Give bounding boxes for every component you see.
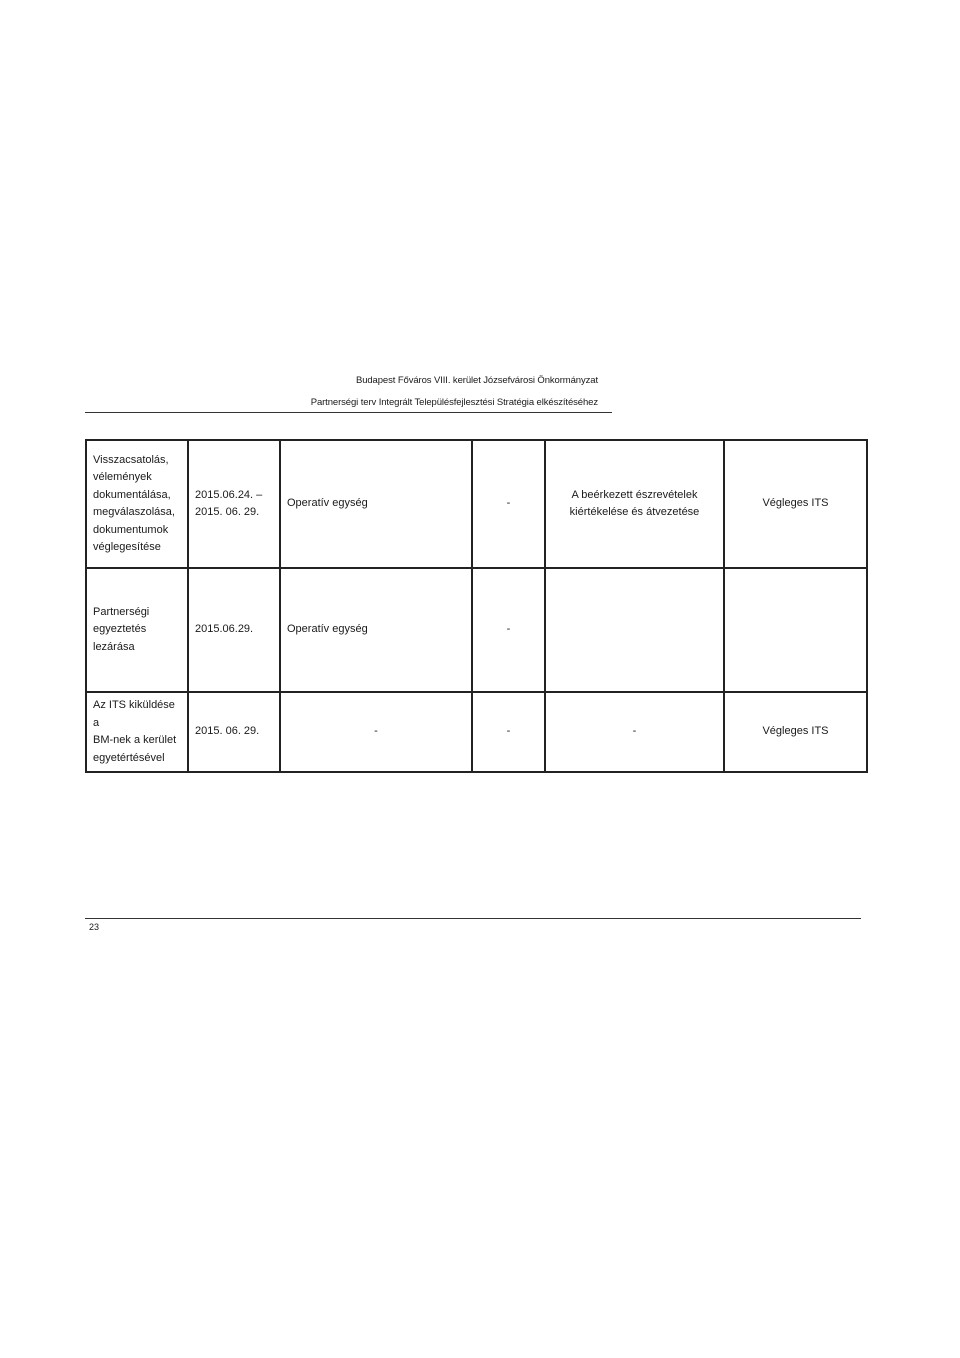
output-cell: Végleges ITS [724,440,867,568]
activity-cell [86,692,188,772]
activity-cell [86,568,188,692]
activity-line: megválaszolása, [93,506,175,518]
participants-cell: - [472,568,545,692]
table-row [86,440,867,568]
task-line: kiértékelése és átvezetése [569,506,700,518]
responsible-cell: Operatív egység [280,440,472,568]
activity-cell [86,440,188,568]
date-line: 2015.06.29. [195,623,254,636]
output-cell: Végleges ITS [724,692,867,772]
header-plan-title: Partnerségi terv Integrált Településfejlesztési Stratégia elkészítéséhez [310,397,598,408]
activity-line: vélemények [93,471,152,483]
schedule-table [85,439,868,773]
task-cell [545,692,724,772]
participants-cell: - [472,440,545,568]
task-line: A beérkezett észrevételek [571,488,698,501]
date-cell [188,440,280,568]
date-line: 2015. 06. 29. [195,506,260,518]
table-row [86,568,867,692]
task-cell [545,440,724,568]
task-cell [545,568,724,692]
footer-rule [85,918,861,919]
activity-line: Visszacsatolás, [93,453,169,466]
activity-line: egyeztetés [93,623,147,636]
participants-cell: - [472,692,545,772]
activity-line: egyetértésével [93,751,165,764]
header-rule [85,412,612,413]
activity-line: Partnerségi [93,605,150,618]
header-municipality: Budapest Főváros VIII. kerület Józsefvárosi Önkormányzat [355,375,598,386]
date-cell [188,692,280,772]
activity-line: lezárása [93,640,135,653]
activity-line: BM-nek a kerület [93,734,177,746]
responsible-cell: - [280,692,472,772]
activity-line: Az ITS kiküldése a [93,699,175,729]
page-number: 23 [89,922,100,932]
responsible-cell: Operatív egység [280,568,472,692]
document-header [300,370,598,414]
task-line: - [632,725,637,738]
date-line: 2015. 06. 29. [195,725,260,738]
activity-line: dokumentálása, [93,488,171,501]
activity-line: véglegesítése [93,541,161,553]
date-cell [188,568,280,692]
date-line: 2015.06.24. – [195,488,263,501]
output-cell [724,568,867,692]
activity-line: dokumentumok [93,523,169,536]
table-row [86,692,867,772]
